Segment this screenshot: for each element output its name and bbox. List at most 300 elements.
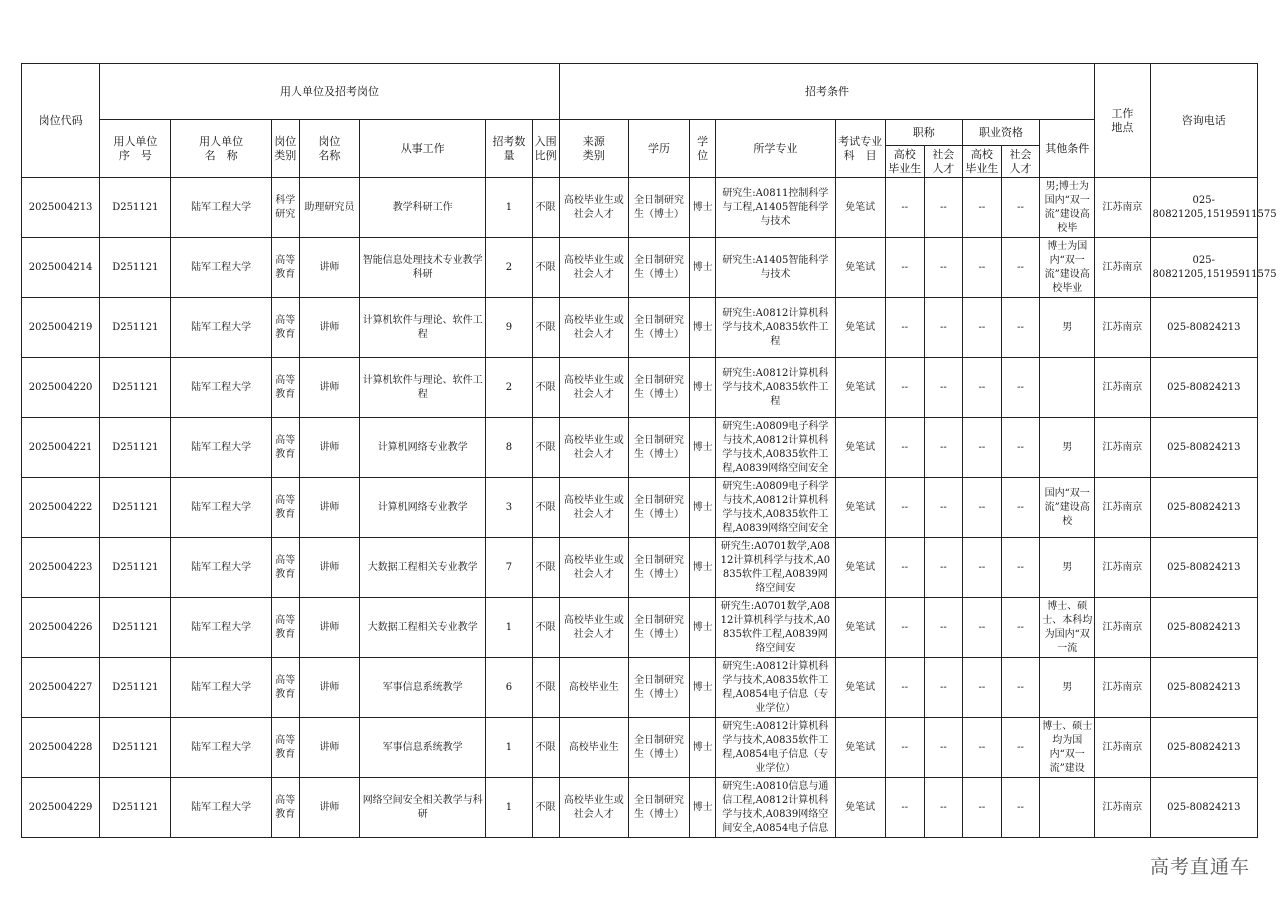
cell-count — [486, 718, 532, 778]
header-other: 其他条件 — [1040, 120, 1095, 178]
cell-post-type-text: 高等教育 — [275, 554, 296, 580]
cell-degree-text: 博士 — [692, 621, 713, 633]
cell-post-name — [299, 658, 359, 718]
cell-unit-name — [171, 358, 271, 418]
cell-work — [360, 778, 486, 838]
cell-post-code-text: 2025004222 — [28, 501, 93, 513]
cell-exam — [835, 598, 885, 658]
cell-title-social — [924, 178, 962, 238]
cell-education — [628, 598, 689, 658]
table-row — [22, 778, 1258, 838]
cell-exam-text: 免笔试 — [845, 561, 876, 573]
cell-location — [1095, 418, 1150, 478]
cell-major — [716, 778, 835, 838]
cell-post-name — [299, 478, 359, 538]
header-employer-group: 用人单位及招考岗位 — [100, 64, 559, 120]
table-row — [22, 478, 1258, 538]
cell-location-text: 江苏南京 — [1102, 201, 1143, 213]
cell-qual-grad-text: -- — [978, 561, 986, 573]
cell-unit-seq — [100, 418, 171, 478]
cell-count-text: 2 — [505, 381, 513, 393]
table-row — [22, 658, 1258, 718]
cell-ratio-text: 不限 — [535, 621, 556, 633]
cell-unit-seq-text: D251121 — [112, 381, 159, 393]
cell-source-text: 高校毕业生 — [568, 681, 619, 693]
cell-title-social — [924, 478, 962, 538]
cell-qual-social — [1001, 238, 1039, 298]
cell-post-name-text: 讲师 — [319, 321, 340, 333]
cell-other-text: 男 — [1062, 321, 1073, 333]
cell-count-text: 6 — [505, 681, 513, 693]
cell-other-text: 男 — [1062, 441, 1073, 453]
cell-title-social-text: -- — [939, 741, 947, 753]
cell-work — [360, 298, 486, 358]
cell-title-social-text: -- — [939, 681, 947, 693]
cell-post-name — [299, 418, 359, 478]
table-row — [22, 178, 1258, 238]
cell-post-code-text: 2025004228 — [28, 741, 93, 753]
cell-exam-text: 免笔试 — [845, 381, 876, 393]
cell-education-text: 全日制研究生（博士） — [633, 794, 684, 820]
cell-exam-text: 免笔试 — [845, 501, 876, 513]
cell-degree — [690, 178, 716, 238]
cell-exam — [835, 538, 885, 598]
cell-major-text: 研究生:A0701数学,A0812计算机科学与技术,A0835软件工程,A0839网络空间安 — [720, 600, 831, 654]
recruitment-table — [21, 63, 1277, 838]
cell-count — [486, 298, 532, 358]
cell-post-type — [271, 358, 299, 418]
cell-qual-social-text: -- — [1017, 501, 1024, 513]
cell-education — [628, 538, 689, 598]
cell-title-grad-text: -- — [901, 801, 909, 813]
cell-count-text: 1 — [505, 201, 513, 213]
cell-post-type-text: 高等教育 — [275, 734, 296, 760]
cell-exam — [835, 178, 885, 238]
cell-post-code-text: 2025004229 — [28, 801, 93, 813]
cell-title-grad-text: -- — [901, 621, 909, 633]
cell-education-text: 全日制研究生（博士） — [633, 614, 684, 640]
cell-post-code-text: 2025004220 — [28, 381, 93, 393]
cell-phone — [1150, 598, 1258, 658]
cell-work-text: 网络空间安全相关教学与科研 — [362, 794, 483, 820]
cell-major — [716, 418, 835, 478]
cell-post-code-text: 2025004227 — [28, 681, 93, 693]
cell-title-grad-text: -- — [901, 681, 909, 693]
cell-count — [486, 358, 532, 418]
cell-count-text: 1 — [505, 741, 513, 753]
cell-phone-text: 025-80824213 — [1167, 621, 1241, 633]
cell-location — [1095, 298, 1150, 358]
cell-qual-grad-text: -- — [978, 801, 986, 813]
cell-other-text: 博士、硕士均为国内“双一流”建设 — [1042, 720, 1093, 774]
cell-other-text: 男 — [1062, 681, 1073, 693]
cell-work — [360, 598, 486, 658]
cell-education-text: 全日制研究生（博士） — [633, 194, 684, 220]
cell-source-text: 高校毕业生或社会人才 — [563, 554, 624, 580]
cell-major-text: 研究生:A0701数学,A0812计算机科学与技术,A0835软件工程,A0839网络空间安 — [720, 540, 831, 594]
cell-other — [1040, 238, 1095, 298]
cell-qual-grad-text: -- — [978, 501, 986, 513]
cell-unit-name — [171, 778, 271, 838]
cell-post-name-text: 讲师 — [319, 681, 340, 693]
cell-source — [559, 298, 628, 358]
cell-other-text: 博士、硕士、本科均为国内“双一流 — [1042, 600, 1093, 654]
cell-title-social — [924, 418, 962, 478]
cell-major-text: 研究生:A0811控制科学与工程,A1405智能科学与技术 — [722, 187, 829, 227]
header-qual-group: 职业资格 — [962, 120, 1039, 146]
cell-phone — [1150, 538, 1258, 598]
cell-qual-social-text: -- — [1017, 801, 1024, 813]
cell-education — [628, 298, 689, 358]
cell-qual-grad-text: -- — [978, 201, 986, 213]
cell-title-social-text: -- — [939, 381, 947, 393]
cell-location — [1095, 718, 1150, 778]
header-unit-seq: 用人单位 序 号 — [100, 120, 171, 178]
cell-unit-seq-text: D251121 — [112, 681, 159, 693]
cell-exam-text: 免笔试 — [845, 441, 876, 453]
cell-degree-text: 博士 — [692, 201, 713, 213]
cell-count — [486, 418, 532, 478]
cell-title-social-text: -- — [939, 441, 947, 453]
cell-work-text: 大数据工程相关专业教学 — [367, 621, 478, 633]
cell-qual-social — [1001, 298, 1039, 358]
cell-unit-name-text: 陆军工程大学 — [191, 321, 252, 333]
cell-post-code — [22, 778, 100, 838]
cell-qual-grad-text: -- — [978, 441, 986, 453]
cell-unit-seq-text: D251121 — [112, 321, 159, 333]
cell-ratio — [532, 718, 559, 778]
cell-location — [1095, 658, 1150, 718]
cell-work-text: 计算机网络专业教学 — [377, 501, 468, 513]
cell-education-text: 全日制研究生（博士） — [633, 494, 684, 520]
cell-major — [716, 478, 835, 538]
cell-phone — [1150, 778, 1258, 838]
cell-post-name-text: 讲师 — [319, 261, 340, 273]
cell-location-text: 江苏南京 — [1102, 801, 1143, 813]
cell-major-text: 研究生:A0809电子科学与技术,A0812计算机科学与技术,A0835软件工程,A0839网络空间安全 — [722, 420, 829, 474]
table-row — [22, 538, 1258, 598]
cell-qual-social — [1001, 778, 1039, 838]
cell-location-text: 江苏南京 — [1102, 681, 1143, 693]
cell-post-type-text: 高等教育 — [275, 314, 296, 340]
cell-major-text: 研究生:A0812计算机科学与技术,A0835软件工程,A0854电子信息（专业学位） — [722, 720, 829, 774]
cell-source — [559, 538, 628, 598]
cell-post-code-text: 2025004223 — [28, 561, 93, 573]
cell-post-name-text: 讲师 — [319, 621, 340, 633]
cell-unit-seq-text: D251121 — [112, 801, 159, 813]
cell-unit-name — [171, 178, 271, 238]
cell-major — [716, 538, 835, 598]
header-degree: 学位 — [690, 120, 716, 178]
cell-ratio — [532, 778, 559, 838]
cell-education-text: 全日制研究生（博士） — [633, 314, 684, 340]
cell-count — [486, 598, 532, 658]
cell-post-name-text: 讲师 — [319, 561, 340, 573]
cell-qual-social-text: -- — [1017, 561, 1024, 573]
cell-title-grad-text: -- — [901, 381, 909, 393]
cell-post-code — [22, 658, 100, 718]
cell-exam-text: 免笔试 — [845, 681, 876, 693]
cell-source — [559, 718, 628, 778]
cell-major — [716, 598, 835, 658]
cell-post-code — [22, 718, 100, 778]
header-unit-name: 用人单位 名 称 — [171, 120, 271, 178]
cell-phone — [1150, 478, 1258, 538]
cell-degree — [690, 238, 716, 298]
cell-unit-seq — [100, 658, 171, 718]
cell-phone-text: 025-80824213 — [1167, 561, 1241, 573]
cell-post-code — [22, 178, 100, 238]
cell-phone — [1150, 718, 1258, 778]
cell-other — [1040, 598, 1095, 658]
cell-ratio — [532, 598, 559, 658]
cell-major-text: 研究生:A0812计算机科学与技术,A0835软件工程,A0854电子信息（专业学位） — [722, 660, 829, 714]
cell-title-social-text: -- — [939, 561, 947, 573]
cell-location-text: 江苏南京 — [1102, 741, 1143, 753]
table-row — [22, 718, 1258, 778]
cell-education-text: 全日制研究生（博士） — [633, 734, 684, 760]
cell-degree-text: 博士 — [692, 381, 713, 393]
header-conditions-group: 招考条件 — [559, 64, 1095, 120]
cell-education-text: 全日制研究生（博士） — [633, 674, 684, 700]
cell-unit-seq-text: D251121 — [112, 741, 159, 753]
cell-exam — [835, 718, 885, 778]
cell-qual-social — [1001, 178, 1039, 238]
cell-major — [716, 718, 835, 778]
cell-work — [360, 478, 486, 538]
cell-degree-text: 博士 — [692, 681, 713, 693]
cell-degree-text: 博士 — [692, 321, 713, 333]
header-post-code: 岗位代码 — [22, 64, 100, 178]
cell-education — [628, 718, 689, 778]
header-work: 从事工作 — [360, 120, 486, 178]
table-row — [22, 418, 1258, 478]
cell-qual-grad — [962, 238, 1001, 298]
cell-title-grad — [885, 238, 924, 298]
table-row — [22, 598, 1258, 658]
header-count: 招考数量 — [486, 120, 532, 178]
cell-unit-seq-text: D251121 — [112, 261, 159, 273]
cell-exam — [835, 418, 885, 478]
cell-location-text: 江苏南京 — [1102, 381, 1143, 393]
header-title-group: 职称 — [885, 120, 962, 146]
cell-title-grad — [885, 478, 924, 538]
cell-degree — [690, 598, 716, 658]
table-row — [22, 238, 1258, 298]
cell-post-name — [299, 538, 359, 598]
cell-qual-social-text: -- — [1017, 261, 1024, 273]
cell-qual-grad — [962, 538, 1001, 598]
cell-major — [716, 658, 835, 718]
cell-exam — [835, 238, 885, 298]
cell-unit-seq-text: D251121 — [112, 201, 159, 213]
cell-post-type-text: 高等教育 — [275, 614, 296, 640]
cell-title-social — [924, 778, 962, 838]
cell-work-text: 军事信息系统教学 — [382, 681, 463, 693]
cell-education-text: 全日制研究生（博士） — [633, 374, 684, 400]
cell-unit-seq — [100, 478, 171, 538]
cell-unit-name-text: 陆军工程大学 — [191, 501, 252, 513]
cell-title-social — [924, 238, 962, 298]
header-post-type: 岗位 类别 — [271, 120, 299, 178]
cell-work — [360, 538, 486, 598]
cell-major-text: 研究生:A0812计算机科学与技术,A0835软件工程 — [722, 367, 829, 407]
header-title-grad: 高校 毕业生 — [885, 146, 924, 178]
header-qual-grad: 高校 毕业生 — [962, 146, 1001, 178]
cell-qual-social-text: -- — [1017, 621, 1024, 633]
cell-phone — [1150, 298, 1258, 358]
cell-post-code — [22, 478, 100, 538]
cell-exam-text: 免笔试 — [845, 201, 876, 213]
cell-post-type — [271, 778, 299, 838]
cell-qual-grad-text: -- — [978, 741, 986, 753]
cell-title-social-text: -- — [939, 261, 947, 273]
cell-qual-social — [1001, 718, 1039, 778]
cell-title-grad — [885, 538, 924, 598]
cell-source — [559, 658, 628, 718]
cell-unit-name-text: 陆军工程大学 — [191, 561, 252, 573]
cell-exam-text: 免笔试 — [845, 621, 876, 633]
cell-location — [1095, 778, 1150, 838]
cell-unit-name-text: 陆军工程大学 — [191, 261, 252, 273]
cell-count-text: 8 — [505, 441, 513, 453]
cell-count-text: 2 — [505, 261, 513, 273]
cell-unit-seq — [100, 718, 171, 778]
cell-unit-seq — [100, 238, 171, 298]
cell-ratio-text: 不限 — [535, 561, 556, 573]
cell-source — [559, 178, 628, 238]
cell-exam — [835, 658, 885, 718]
cell-unit-seq — [100, 598, 171, 658]
cell-major-text: 研究生:A0812计算机科学与技术,A0835软件工程 — [722, 307, 829, 347]
cell-ratio — [532, 298, 559, 358]
header-post-name: 岗位 名称 — [299, 120, 359, 178]
cell-unit-seq — [100, 538, 171, 598]
cell-other-text: 博士为国内“双一流”建设高校毕业 — [1044, 240, 1090, 294]
cell-qual-grad — [962, 598, 1001, 658]
cell-unit-seq-text: D251121 — [112, 561, 159, 573]
cell-count — [486, 238, 532, 298]
cell-degree-text: 博士 — [692, 261, 713, 273]
cell-unit-seq — [100, 358, 171, 418]
cell-qual-social-text: -- — [1017, 441, 1024, 453]
cell-post-type-text: 高等教育 — [275, 374, 296, 400]
cell-major — [716, 238, 835, 298]
cell-count — [486, 478, 532, 538]
cell-source — [559, 418, 628, 478]
cell-qual-grad — [962, 778, 1001, 838]
cell-post-code-text: 2025004221 — [28, 441, 93, 453]
cell-post-code — [22, 418, 100, 478]
cell-work-text: 计算机网络专业教学 — [377, 441, 468, 453]
cell-post-name-text: 讲师 — [319, 741, 340, 753]
cell-ratio — [532, 238, 559, 298]
cell-unit-name-text: 陆军工程大学 — [191, 681, 252, 693]
cell-post-code-text: 2025004219 — [28, 321, 93, 333]
cell-count — [486, 178, 532, 238]
cell-title-social-text: -- — [939, 621, 947, 633]
cell-title-social-text: -- — [939, 801, 947, 813]
cell-unit-seq — [100, 178, 171, 238]
cell-work-text: 智能信息处理技术专业教学科研 — [362, 254, 483, 280]
cell-other — [1040, 778, 1095, 838]
cell-phone-text: 025-80824213 — [1167, 381, 1241, 393]
cell-unit-name — [171, 598, 271, 658]
header-title-social: 社会 人才 — [924, 146, 962, 178]
cell-ratio — [532, 178, 559, 238]
cell-count-text: 1 — [505, 621, 513, 633]
cell-other-text: 国内“双一流”建设高校 — [1044, 487, 1090, 527]
cell-unit-name-text: 陆军工程大学 — [191, 381, 252, 393]
cell-qual-social-text: -- — [1017, 741, 1024, 753]
header-phone: 咨询电话 — [1150, 64, 1258, 178]
cell-unit-seq — [100, 778, 171, 838]
cell-exam — [835, 358, 885, 418]
cell-unit-name — [171, 538, 271, 598]
cell-title-grad — [885, 178, 924, 238]
cell-degree — [690, 658, 716, 718]
cell-count-text: 7 — [505, 561, 513, 573]
cell-phone — [1150, 358, 1258, 418]
cell-exam-text: 免笔试 — [845, 321, 876, 333]
cell-qual-grad — [962, 718, 1001, 778]
cell-education — [628, 178, 689, 238]
cell-post-type — [271, 238, 299, 298]
cell-education — [628, 478, 689, 538]
cell-work-text: 大数据工程相关专业教学 — [367, 561, 478, 573]
cell-qual-social — [1001, 598, 1039, 658]
cell-post-name — [299, 298, 359, 358]
cell-degree — [690, 298, 716, 358]
cell-work — [360, 418, 486, 478]
cell-post-type — [271, 418, 299, 478]
cell-degree — [690, 478, 716, 538]
cell-title-social — [924, 298, 962, 358]
cell-qual-grad-text: -- — [978, 261, 986, 273]
cell-post-type — [271, 658, 299, 718]
cell-work — [360, 238, 486, 298]
cell-unit-name-text: 陆军工程大学 — [191, 621, 252, 633]
cell-unit-name — [171, 658, 271, 718]
cell-count — [486, 658, 532, 718]
cell-education — [628, 358, 689, 418]
cell-post-code — [22, 238, 100, 298]
cell-other-text: 男;博士为国内“双一流”建设高校毕 — [1044, 180, 1090, 234]
cell-title-grad-text: -- — [901, 321, 909, 333]
cell-source-text: 高校毕业生 — [568, 741, 619, 753]
cell-unit-name — [171, 298, 271, 358]
cell-title-social-text: -- — [939, 501, 947, 513]
cell-ratio — [532, 358, 559, 418]
cell-post-type — [271, 598, 299, 658]
cell-unit-seq-text: D251121 — [112, 441, 159, 453]
cell-source — [559, 778, 628, 838]
cell-degree — [690, 538, 716, 598]
cell-unit-seq — [100, 298, 171, 358]
cell-source-text: 高校毕业生或社会人才 — [563, 254, 624, 280]
cell-count-text: 9 — [505, 321, 513, 333]
header-exam: 考试专业 科 目 — [835, 120, 885, 178]
header-location: 工作 地点 — [1095, 64, 1150, 178]
cell-unit-name — [171, 478, 271, 538]
cell-other — [1040, 478, 1095, 538]
cell-phone — [1150, 238, 1277, 298]
cell-title-social — [924, 358, 962, 418]
cell-source-text: 高校毕业生或社会人才 — [563, 374, 624, 400]
cell-degree-text: 博士 — [692, 741, 713, 753]
header-source: 来源 类别 — [559, 120, 628, 178]
cell-source — [559, 358, 628, 418]
